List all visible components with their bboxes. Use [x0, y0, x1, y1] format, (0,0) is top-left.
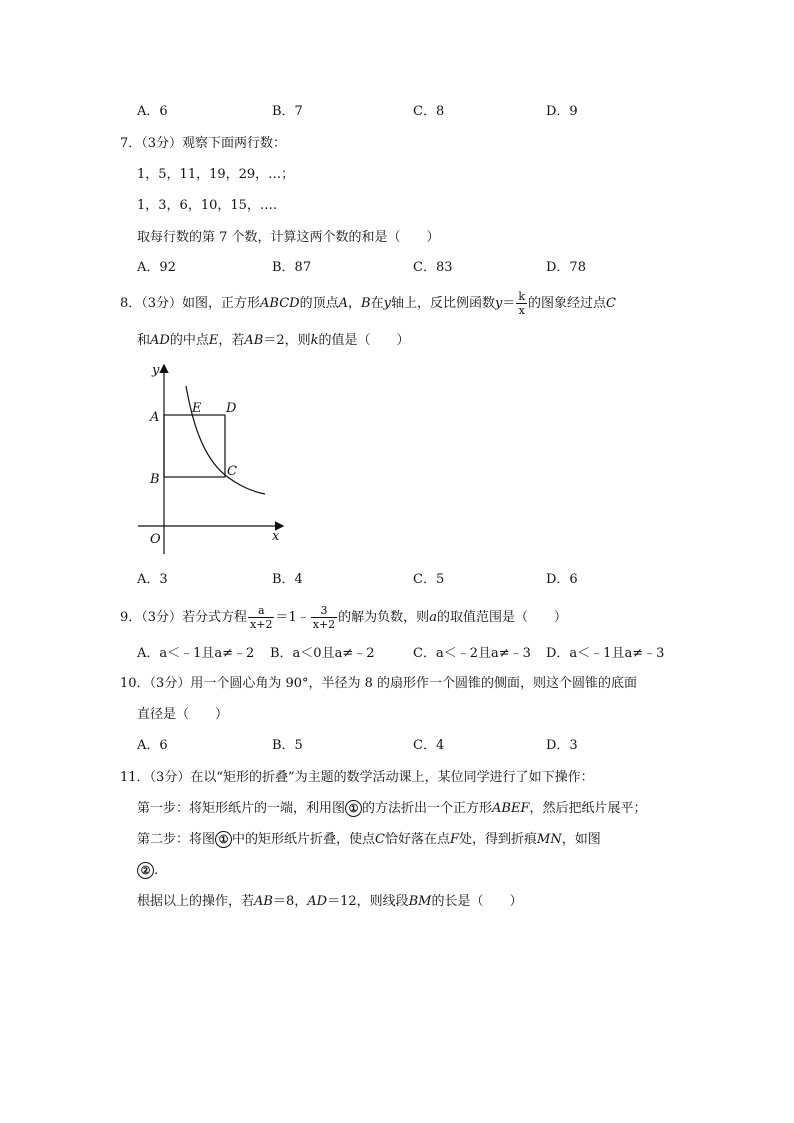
q7-ask: 取每行数的第 7 个数，计算这两个数的和是（ ）	[137, 230, 440, 245]
q9-frac1-den: x+2	[250, 618, 273, 631]
label-a: A	[150, 410, 160, 425]
q11-text: ＝8，	[272, 894, 308, 909]
q11-var-mn: MN	[537, 832, 562, 847]
q9-option-d: D．a＜﹣1且a≠﹣3	[546, 646, 665, 661]
label-d: D	[226, 401, 237, 416]
figure-1-ref: ①	[345, 800, 362, 817]
q8-option-b: B．4	[272, 572, 303, 587]
q9-option-c: C．a＜﹣2且a≠﹣3	[413, 646, 531, 661]
q11-text: 恰好落在点	[384, 832, 450, 847]
q8-var-y: y	[383, 296, 391, 311]
q8-var-y2: y	[494, 296, 503, 311]
q11-text: 第二步：将图	[137, 832, 216, 847]
q11-text: 根据以上的操作，若	[137, 894, 255, 909]
q8-text: 的图象经过点	[528, 296, 607, 311]
q11-step2-cont	[137, 862, 158, 880]
q7-stem: 7．（3分）观察下面两行数：	[120, 136, 287, 151]
q11-var-f: F	[450, 832, 460, 847]
q9-fraction-1	[248, 604, 274, 631]
label-y: y	[152, 363, 160, 378]
q9-frac2-den: x+2	[312, 618, 336, 631]
q11-step1	[137, 800, 647, 818]
q9-text: 的解为负数，则	[338, 610, 430, 625]
q10-option-d: D．3	[546, 738, 578, 753]
q8-var-b: B	[361, 296, 371, 311]
q6-option-d: D．9	[546, 104, 578, 119]
q8-text: ＝2，则	[263, 333, 311, 348]
q8-text: 的中点	[169, 333, 209, 348]
q6-option-c: C．8	[413, 104, 445, 119]
q8-var-ad: AD	[150, 333, 170, 348]
label-o: O	[150, 532, 161, 547]
q8-text: ，若	[218, 333, 245, 348]
q11-text: 处，得到折痕	[459, 832, 538, 847]
q7-option-c: C．83	[413, 260, 453, 275]
q10-option-c: C．4	[413, 738, 445, 753]
q8-text: 的顶点	[299, 296, 339, 311]
q8-var-e: E	[208, 333, 219, 348]
q8-stem-line2	[137, 332, 410, 350]
q8-var-c: C	[606, 296, 616, 311]
q8-frac-den: x	[518, 304, 525, 317]
label-c: C	[227, 464, 237, 479]
q9-option-a: A．a＜﹣1且a≠﹣2	[137, 646, 255, 661]
q11-var-c: C	[375, 832, 385, 847]
q8-text: ，	[348, 296, 362, 311]
q9-frac1-num: a	[248, 604, 274, 618]
q8-option-c: C．5	[413, 572, 445, 587]
q8-var-k: k	[310, 333, 319, 348]
q11-text: ，然后把纸片展平；	[529, 801, 647, 816]
q7-option-d: D．78	[546, 260, 586, 275]
q11-step2	[137, 831, 601, 849]
q7-option-b: B．87	[272, 260, 312, 275]
figure-2-ref: ②	[137, 862, 154, 879]
q11-var-ad: AD	[307, 894, 328, 909]
q8-stem	[120, 290, 616, 317]
q7-row1: 1，5，11，19，29，…；	[137, 167, 295, 182]
q11-text: 的方法折出一个正方形	[362, 801, 493, 816]
q8-text: ＝	[502, 296, 516, 311]
q8-var-abcd: ABCD	[260, 296, 300, 311]
q10-stem: 10．（3分）用一个圆心角为 90°，半径为 8 的扇形作一个圆锥的侧面，则这个圆锥的底面	[120, 676, 638, 691]
q11-text: ＝12，则线段	[327, 894, 409, 909]
q11-text: 第一步：将矩形纸片的一端，利用图	[137, 801, 346, 816]
q8-text: 和	[137, 333, 151, 348]
q9-text: ＝1﹣	[275, 610, 310, 625]
q9-option-b: B．a＜0且a≠﹣2	[270, 646, 375, 661]
q8-var-a: A	[338, 296, 349, 311]
q8-var-ab: AB	[244, 333, 264, 348]
q9-fraction-2	[311, 604, 337, 631]
q9-stem	[120, 604, 567, 631]
q11-text: 中的矩形纸片折叠，使点	[232, 832, 376, 847]
q9-text: 9．（3分）若分式方程	[120, 610, 248, 625]
q11-var-ab: AB	[254, 894, 273, 909]
q8-frac-num: k	[518, 290, 526, 303]
q8-text: 8．（3分）如图，正方形	[120, 296, 261, 311]
q11-text: ，如图	[561, 832, 601, 847]
q6-option-a: A．6	[137, 104, 168, 119]
q8-option-d: D．6	[546, 572, 578, 587]
q8-option-a: A．3	[137, 572, 168, 587]
label-e: E	[192, 401, 202, 416]
q11-ask	[137, 893, 523, 911]
q11-text: .	[154, 863, 159, 878]
q11-stem: 11．（3分）在以“矩形的折叠”为主题的数学活动课上，某位同学进行了如下操作：	[120, 770, 594, 785]
q7-option-a: A．92	[137, 260, 176, 275]
q9-text: 的取值范围是（ ）	[436, 610, 567, 625]
q6-option-b: B．7	[272, 104, 303, 119]
q11-text: 的长是（ ）	[431, 894, 523, 909]
label-b: B	[150, 472, 160, 487]
q9-frac2-num: 3	[311, 604, 337, 618]
q10-option-b: B．5	[272, 738, 303, 753]
q8-fraction-k-over-x	[516, 290, 527, 317]
label-x: x	[272, 529, 280, 544]
q8-text: 在	[370, 296, 384, 311]
q8-text: 的值是（ ）	[318, 333, 410, 348]
figure-1-ref: ①	[215, 831, 232, 848]
q10-option-a: A．6	[137, 738, 168, 753]
q8-figure	[130, 358, 290, 558]
q9-var-a: a	[429, 610, 437, 625]
q7-row2: 1，3，6，10，15，….	[137, 198, 278, 213]
q8-text: 轴上，反比例函数	[390, 296, 495, 311]
q11-var-abef: ABEF	[492, 801, 530, 816]
q10-stem-line2: 直径是（ ）	[137, 707, 229, 722]
q11-var-bm: BM	[408, 894, 432, 909]
